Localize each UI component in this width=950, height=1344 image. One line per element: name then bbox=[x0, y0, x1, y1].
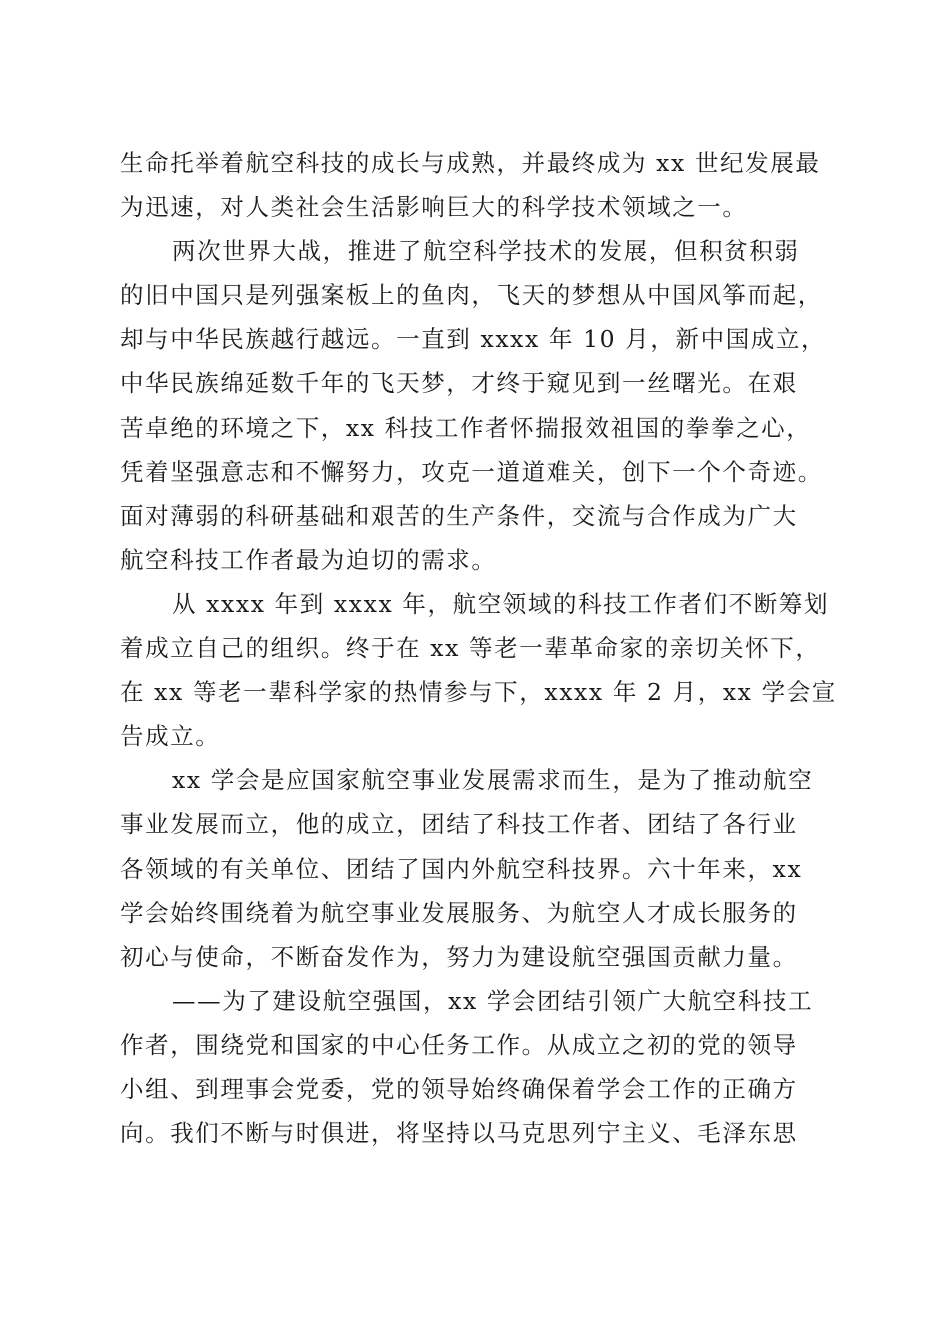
text-line: 的旧中国只是列强案板上的鱼肉，飞天的梦想从中国风筝而起， bbox=[120, 281, 823, 310]
text-line: 在 xx 等老一辈科学家的热情参与下，xxxx 年 2 月，xx 学会宣 bbox=[120, 678, 837, 707]
text-line: 初心与使命，不断奋发作为，努力为建设航空强国贡献力量。 bbox=[120, 942, 798, 971]
text-line: 各领域的有关单位、团结了国内外航空科技界。六十年来，xx bbox=[120, 854, 803, 883]
text-line: 为迅速，对人类社会生活影响巨大的科学技术领域之一。 bbox=[120, 193, 748, 222]
text-line: 告成立。 bbox=[120, 722, 221, 751]
text-line: 小组、到理事会党委，党的领导始终确保着学会工作的正确方 bbox=[120, 1074, 798, 1103]
text-line: 凭着坚强意志和不懈努力，攻克一道道难关，创下一个个奇迹。 bbox=[120, 457, 823, 486]
paragraph-start-line: 从 xxxx 年到 xxxx 年，航空领域的科技工作者们不断筹划 bbox=[172, 589, 830, 618]
text-line: 事业发展而立，他的成立，团结了科技工作者、团结了各行业 bbox=[120, 810, 798, 839]
text-line: 学会始终围绕着为航空事业发展服务、为航空人才成长服务的 bbox=[120, 898, 798, 927]
paragraph-start-line: 两次世界大战，推进了航空科学技术的发展，但积贫积弱 bbox=[172, 237, 800, 266]
text-line: 作者，围绕党和国家的中心任务工作。从成立之初的党的领导 bbox=[120, 1030, 798, 1059]
paragraph-start-line: xx 学会是应国家航空事业发展需求而生，是为了推动航空 bbox=[172, 766, 814, 795]
text-line: 着成立自己的组织。终于在 xx 等老一辈革命家的亲切关怀下， bbox=[120, 634, 821, 663]
text-line: 面对薄弱的科研基础和艰苦的生产条件，交流与合作成为广大 bbox=[120, 501, 798, 530]
text-line: 生命托举着航空科技的成长与成熟，并最终成为 xx 世纪发展最 bbox=[120, 149, 821, 177]
text-line: 向。我们不断与时俱进，将坚持以马克思列宁主义、毛泽东思 bbox=[120, 1119, 798, 1148]
body-text bbox=[120, 141, 840, 1155]
text-line: 中华民族绵延数千年的飞天梦，才终于窥见到一丝曙光。在艰 bbox=[120, 369, 798, 398]
paragraph-start-line: ——为了建设航空强国，xx 学会团结引领广大航空科技工 bbox=[172, 986, 814, 1015]
text-line: 却与中华民族越行越远。一直到 xxxx 年 10 月，新中国成立， bbox=[120, 325, 827, 354]
text-line: 航空科技工作者最为迫切的需求。 bbox=[120, 545, 497, 574]
text-line: 苦卓绝的环境之下，xx 科技工作者怀揣报效祖国的拳拳之心， bbox=[120, 413, 812, 442]
